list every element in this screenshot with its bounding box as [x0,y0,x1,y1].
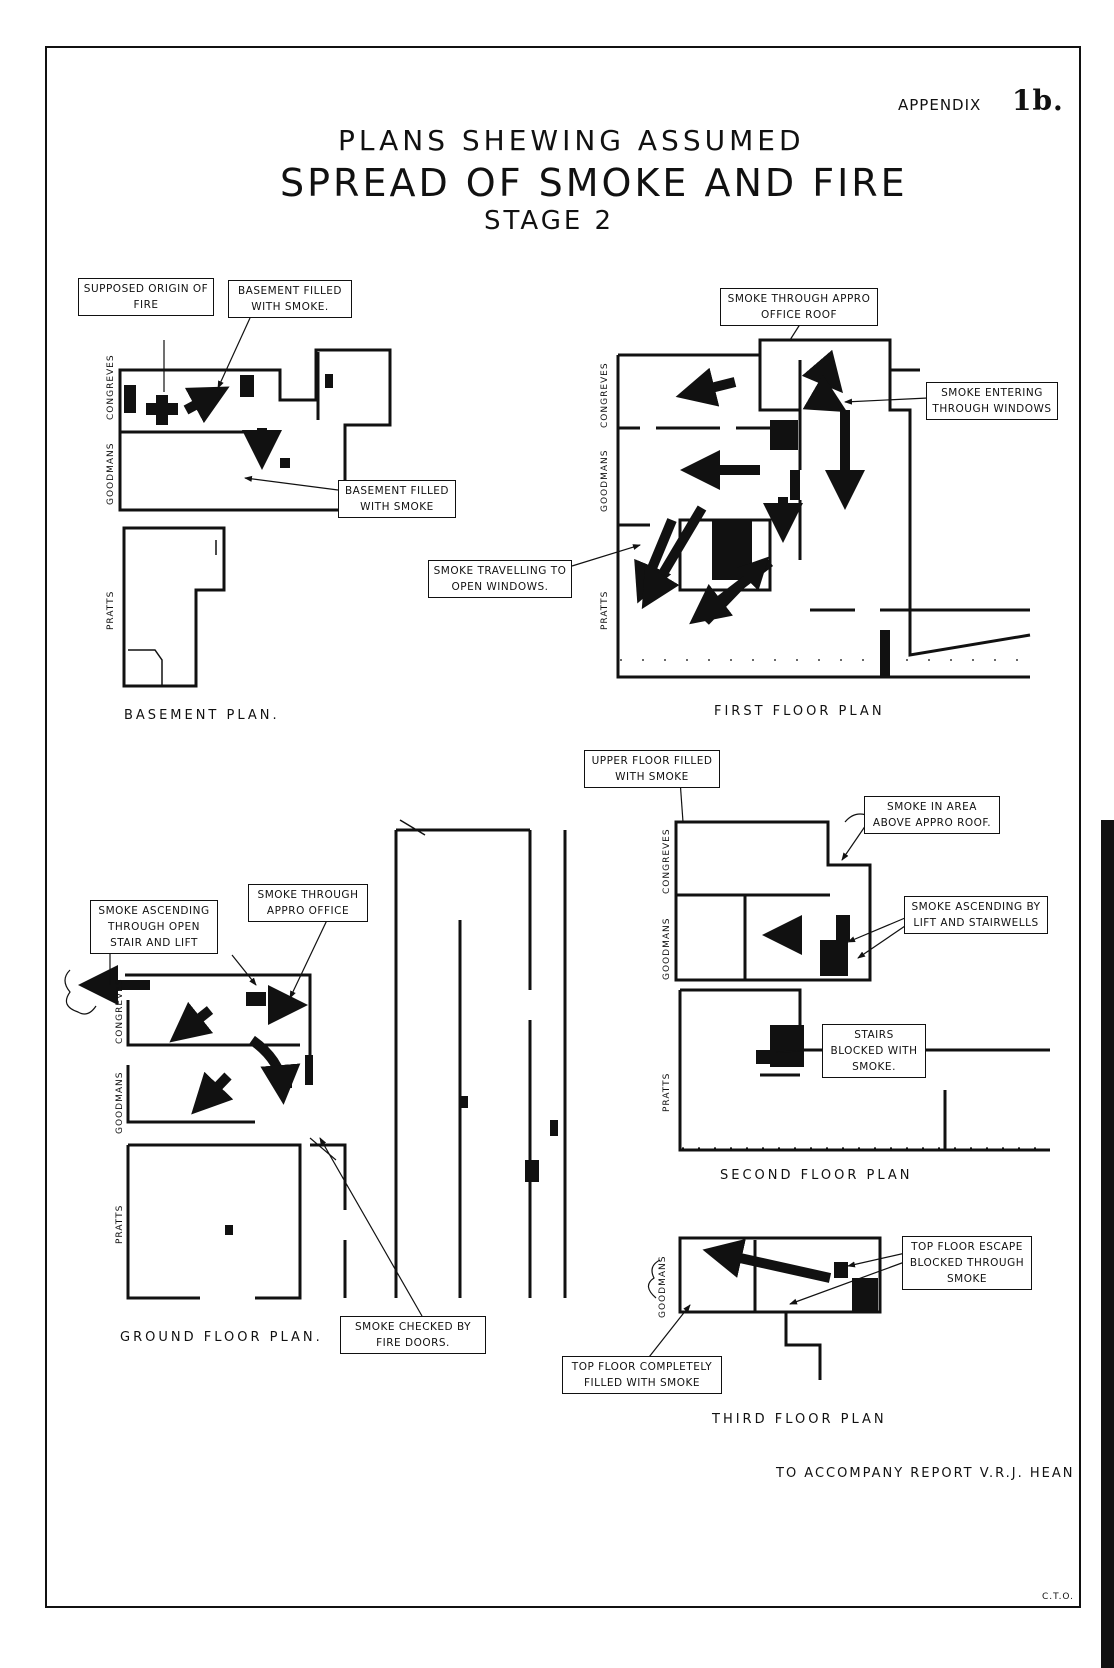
callout-stairs-blocked: STAIRS BLOCKED WITH SMOKE. [822,1024,926,1078]
callout-upper-floor-filled: UPPER FLOOR FILLED WITH SMOKE [584,750,720,788]
callout-smoke-ascending-lift: SMOKE ASCENDING BY LIFT AND STAIRWELLS [904,896,1048,934]
callout-smoke-through-appro-office: SMOKE THROUGH APPRO OFFICE [248,884,368,922]
label-goodmans-basement: GOODMANS [106,442,116,505]
callout-basement-filled-lower: BASEMENT FILLED WITH SMOKE [338,480,456,518]
label-congreves-ground: CONGREVES [115,978,125,1044]
second-floor-plan [676,822,1050,1150]
label-goodmans-first: GOODMANS [600,449,610,512]
label-pratts-first: PRATTS [600,590,610,630]
caption-basement-plan: BASEMENT PLAN. [124,708,280,723]
callout-basement-filled-upper: BASEMENT FILLED WITH SMOKE. [228,280,352,318]
label-congreves-basement: CONGREVES [106,354,116,420]
label-pratts-ground: PRATTS [115,1204,125,1244]
label-congreves-first: CONGREVES [600,362,610,428]
third-floor-features [834,1262,878,1312]
basement-features [124,374,333,468]
callout-smoke-appro-roof: SMOKE THROUGH APPRO OFFICE ROOF [720,288,878,326]
callout-smoke-travelling: SMOKE TRAVELLING TO OPEN WINDOWS. [428,560,572,598]
label-pratts-second: PRATTS [662,1072,672,1112]
ground-floor-features [225,992,558,1235]
callout-smoke-ascending-stair: SMOKE ASCENDING THROUGH OPEN STAIR AND LIFT [90,900,218,954]
appendix-label: APPENDIX [898,96,982,114]
caption-ground-floor-plan: GROUND FLOOR PLAN. [120,1330,323,1345]
callout-smoke-checked-fire-doors: SMOKE CHECKED BY FIRE DOORS. [340,1316,486,1354]
label-pratts-basement: PRATTS [106,590,116,630]
title-line-2: SPREAD OF SMOKE AND FIRE [280,161,908,205]
footer-initials: C.T.O. [1042,1592,1075,1602]
third-floor-smoke-arrows [722,1254,830,1278]
caption-third-floor-plan: THIRD FLOOR PLAN [712,1412,887,1427]
title-line-1: PLANS SHEWING ASSUMED [338,124,805,157]
title-line-3: STAGE 2 [484,206,615,236]
label-congreves-second: CONGREVES [662,828,672,894]
callout-supposed-origin: SUPPOSED ORIGIN OF FIRE [78,278,214,316]
label-goodmans-second: GOODMANS [662,917,672,980]
appendix-number: 1b. [1012,84,1064,117]
caption-first-floor-plan: FIRST FLOOR PLAN [714,704,885,719]
label-goodmans-ground: GOODMANS [115,1071,125,1134]
callout-top-floor-escape-blocked: TOP FLOOR ESCAPE BLOCKED THROUGH SMOKE [902,1236,1032,1290]
callout-smoke-area-above-roof: SMOKE IN AREA ABOVE APPRO ROOF. [864,796,1000,834]
footer-report-reference: TO ACCOMPANY REPORT V.R.J. HEAN [776,1466,1075,1481]
caption-second-floor-plan: SECOND FLOOR PLAN [720,1168,913,1183]
basement-smoke-arrows [186,396,262,450]
label-goodmans-third: GOODMANS [658,1255,668,1318]
callout-top-floor-filled: TOP FLOOR COMPLETELY FILLED WITH SMOKE [562,1356,722,1394]
callout-smoke-entering-windows: SMOKE ENTERING THROUGH WINDOWS [926,382,1058,420]
